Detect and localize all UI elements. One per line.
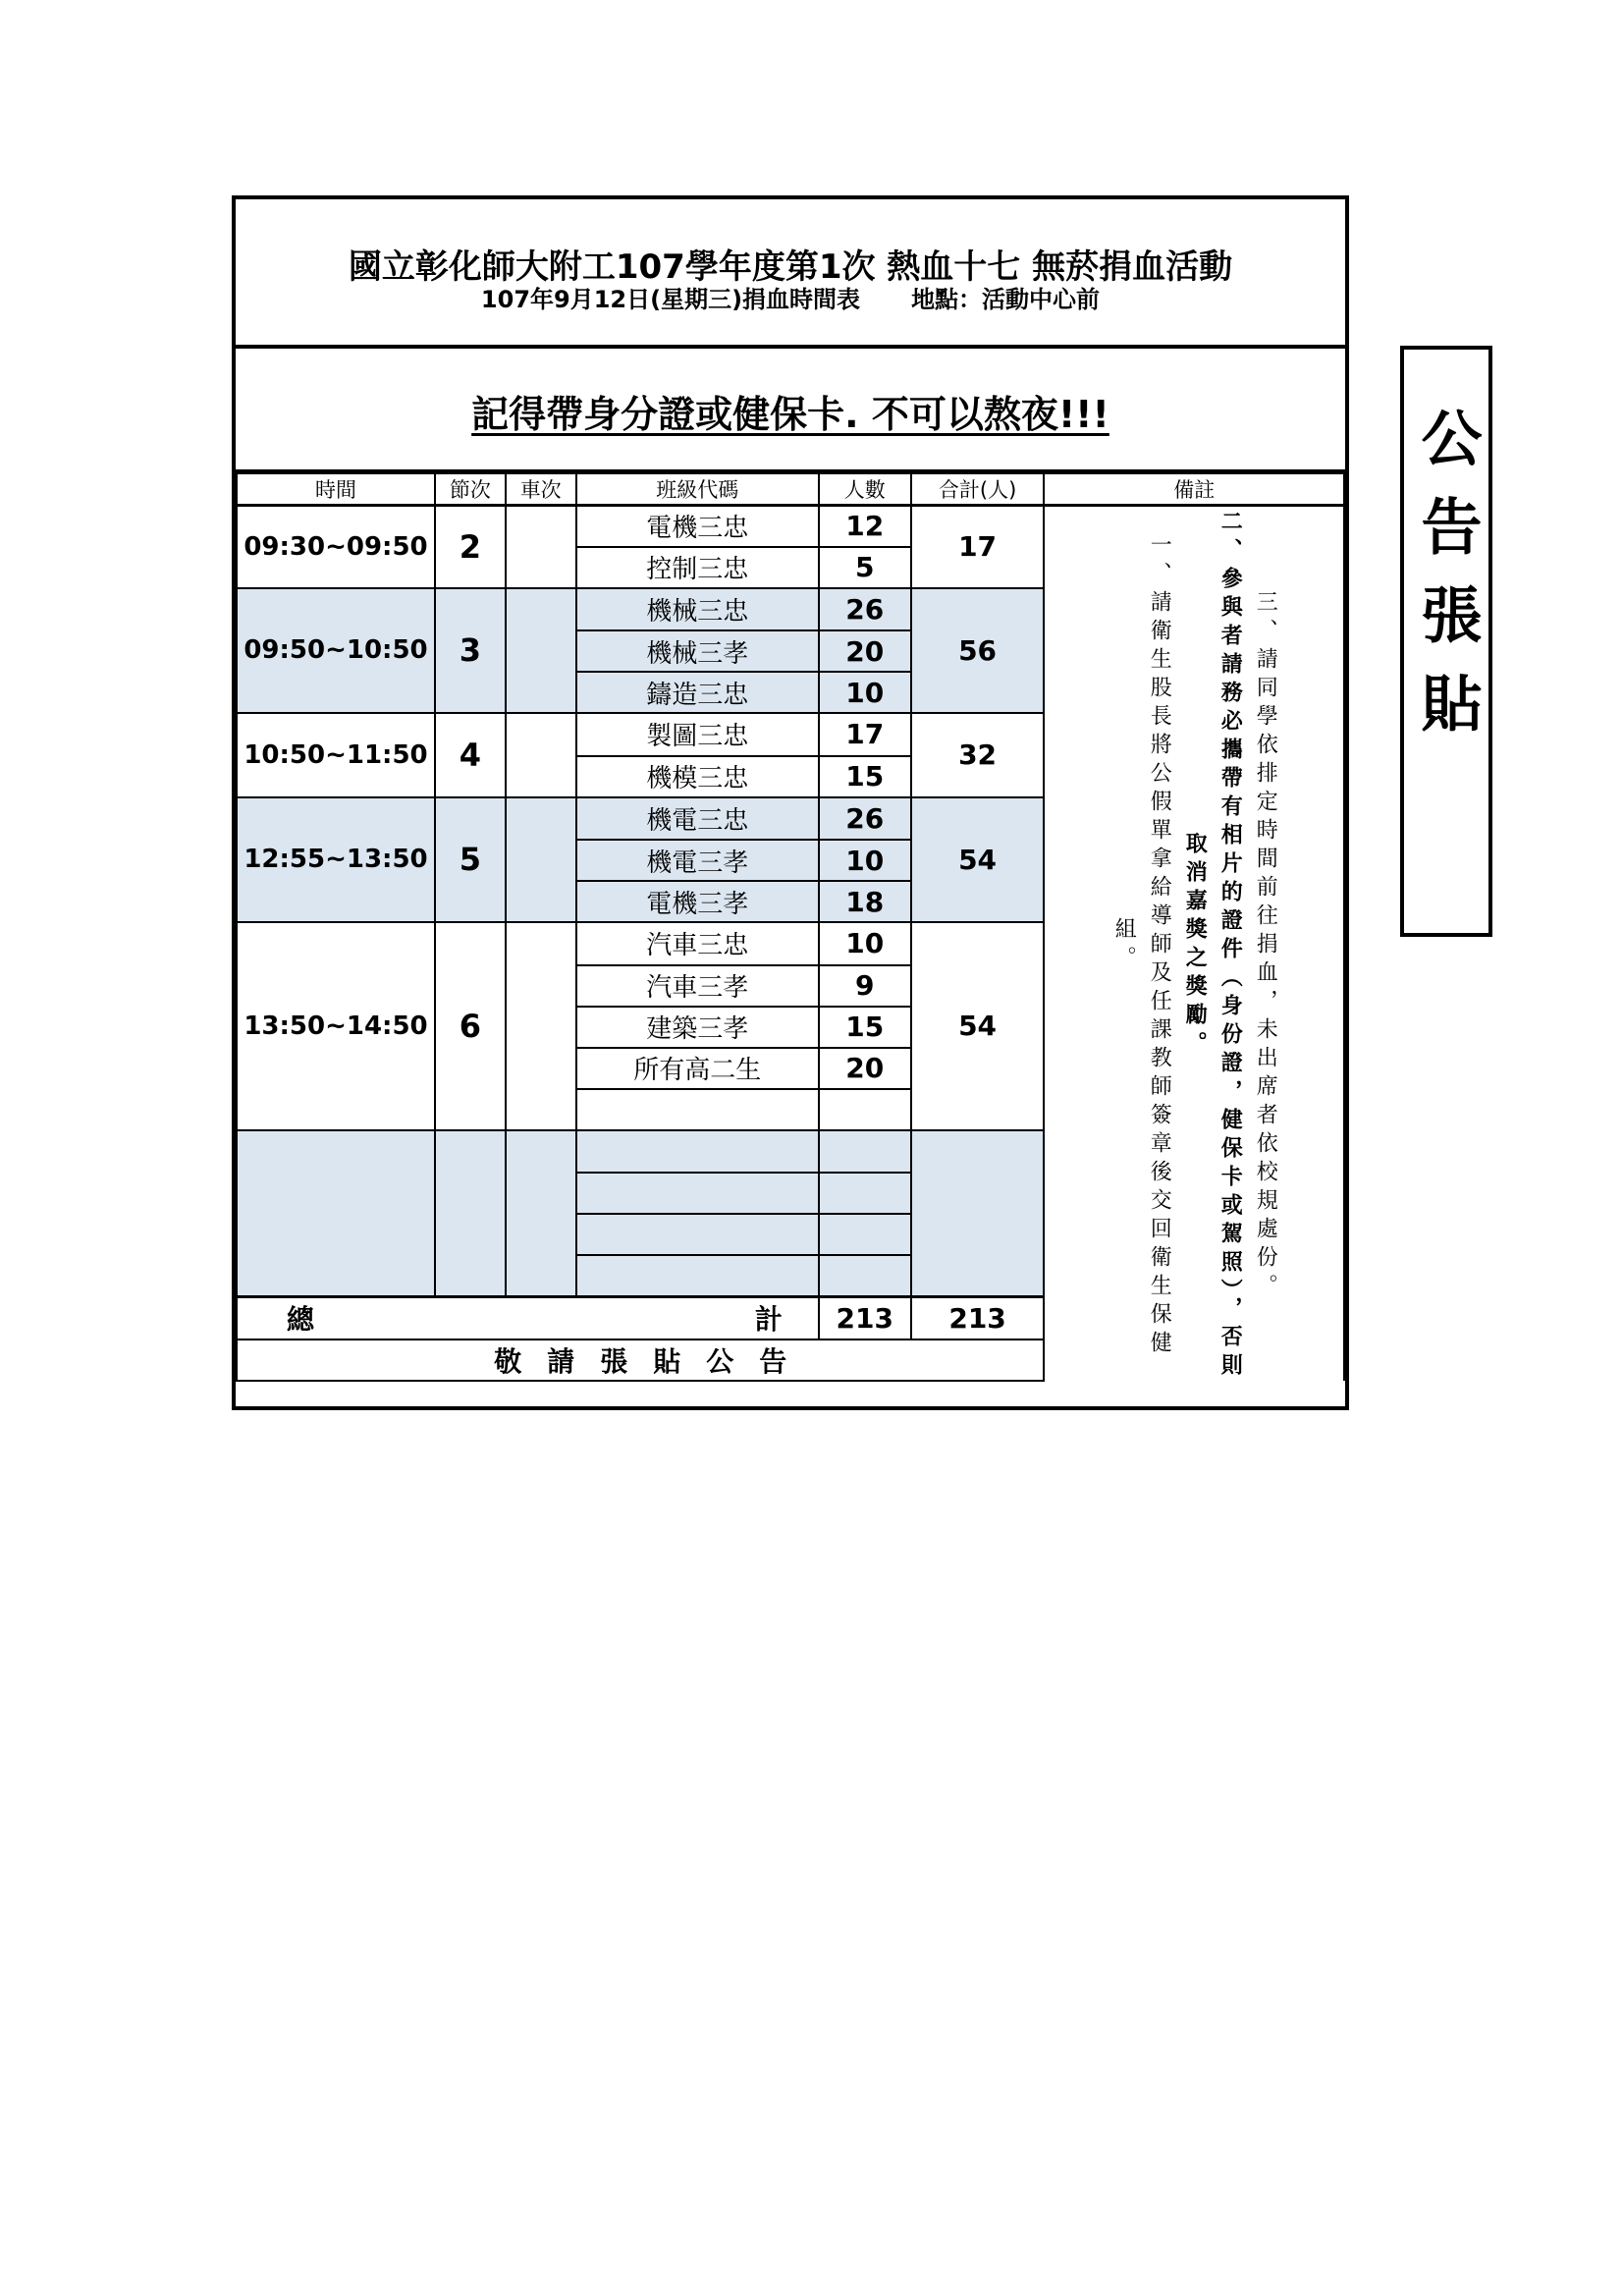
class-cell: 機電三忠 — [576, 797, 819, 841]
footer-text: 敬請張貼公告 — [494, 1345, 813, 1378]
period-cell: 5 — [435, 797, 506, 923]
page-subtitle — [236, 280, 1345, 314]
remarks-cell — [1044, 506, 1344, 1382]
car-cell — [506, 588, 576, 714]
footer-cell — [237, 1339, 1044, 1381]
count-cell: 10 — [819, 922, 911, 965]
count-cell — [819, 1089, 911, 1130]
total-cell: 32 — [911, 713, 1045, 797]
total-cell: 54 — [911, 797, 1045, 923]
header-time: 時間 — [237, 473, 435, 506]
time-cell: 09:50~10:50 — [237, 588, 435, 714]
total-cell: 56 — [911, 588, 1045, 714]
class-cell — [576, 1255, 819, 1296]
remark-line: 三、請同學依排定時間前往捐血，未出席者依校規處份。 — [1253, 589, 1278, 1302]
notice-text: 記得帶身分證或健保卡. 不可以熬夜!!! — [471, 393, 1109, 436]
notice-box — [236, 349, 1345, 472]
remark-line: 取消嘉獎之獎勵。 — [1182, 832, 1208, 1060]
count-cell — [819, 1255, 911, 1296]
total-cell: 17 — [911, 506, 1045, 588]
count-cell: 17 — [819, 713, 911, 756]
count-cell: 20 — [819, 630, 911, 672]
count-cell: 26 — [819, 797, 911, 841]
period-cell: 4 — [435, 713, 506, 797]
count-cell: 12 — [819, 506, 911, 547]
period-cell — [435, 1130, 506, 1297]
header-row — [237, 473, 1344, 506]
summary-label-right: 計 — [754, 1303, 783, 1337]
class-cell: 汽車三孝 — [576, 965, 819, 1007]
class-cell: 控制三忠 — [576, 547, 819, 588]
remark-line: 一、請衛生股長將公假單拿給導師及任課教師簽章後交回衛生保健 — [1147, 532, 1172, 1359]
class-cell: 機模三忠 — [576, 756, 819, 797]
post-notice-box — [1400, 346, 1492, 937]
car-cell — [506, 713, 576, 797]
event-date: 107年9月12日(星期三)捐血時間表 — [480, 286, 861, 313]
car-cell — [506, 922, 576, 1130]
summary-count: 213 — [819, 1296, 911, 1339]
header-total: 合計(人) — [911, 473, 1045, 506]
class-cell: 汽車三忠 — [576, 922, 819, 965]
count-cell: 26 — [819, 588, 911, 631]
time-cell: 09:30~09:50 — [237, 506, 435, 588]
total-cell — [911, 1130, 1045, 1297]
total-cell: 54 — [911, 922, 1045, 1130]
page-title: 國立彰化師大附工107學年度第1次 熱血十七 無菸捐血活動 — [348, 247, 1233, 287]
header-car: 車次 — [506, 473, 576, 506]
count-cell: 15 — [819, 1007, 911, 1048]
header-class: 班級代碼 — [576, 473, 819, 506]
remark-line: 二、參與者請務必攜帶有相片的證件（身份證，健保卡或駕照），否則 — [1217, 510, 1243, 1382]
post-notice-label: 公告張貼 — [1411, 407, 1483, 760]
remark-line: 組。 — [1111, 917, 1137, 974]
class-cell: 機械三忠 — [576, 588, 819, 631]
header-period: 節次 — [435, 473, 506, 506]
time-cell: 12:55~13:50 — [237, 797, 435, 923]
title-box — [236, 199, 1345, 349]
time-cell — [237, 1130, 435, 1297]
period-cell: 2 — [435, 506, 506, 588]
class-cell: 所有高二生 — [576, 1048, 819, 1089]
count-cell: 18 — [819, 881, 911, 922]
class-cell: 電機三忠 — [576, 506, 819, 547]
car-cell — [506, 1130, 576, 1297]
count-cell — [819, 1214, 911, 1255]
schedule-table — [236, 472, 1345, 1382]
class-cell — [576, 1089, 819, 1130]
class-cell: 機械三孝 — [576, 630, 819, 672]
period-cell: 3 — [435, 588, 506, 714]
table-row — [237, 506, 1344, 547]
count-cell — [819, 1130, 911, 1174]
car-cell — [506, 506, 576, 588]
class-cell — [576, 1214, 819, 1255]
car-cell — [506, 797, 576, 923]
class-cell: 鑄造三忠 — [576, 672, 819, 713]
summary-label — [237, 1296, 819, 1339]
count-cell: 10 — [819, 672, 911, 713]
count-cell: 15 — [819, 756, 911, 797]
header-count: 人數 — [819, 473, 911, 506]
period-cell: 6 — [435, 922, 506, 1130]
summary-total: 213 — [911, 1296, 1045, 1339]
time-cell: 10:50~11:50 — [237, 713, 435, 797]
class-cell: 建築三孝 — [576, 1007, 819, 1048]
time-cell: 13:50~14:50 — [237, 922, 435, 1130]
summary-label-left: 總 — [287, 1303, 315, 1337]
class-cell: 機電三孝 — [576, 840, 819, 881]
count-cell — [819, 1173, 911, 1214]
count-cell: 5 — [819, 547, 911, 588]
class-cell — [576, 1130, 819, 1174]
schedule-sheet — [232, 195, 1349, 1410]
class-cell: 製圖三忠 — [576, 713, 819, 756]
class-cell: 電機三孝 — [576, 881, 819, 922]
count-cell: 10 — [819, 840, 911, 881]
class-cell — [576, 1173, 819, 1214]
event-location: 地點：活動中心前 — [911, 286, 1101, 313]
count-cell: 9 — [819, 965, 911, 1007]
header-remark: 備註 — [1044, 473, 1344, 506]
count-cell: 20 — [819, 1048, 911, 1089]
